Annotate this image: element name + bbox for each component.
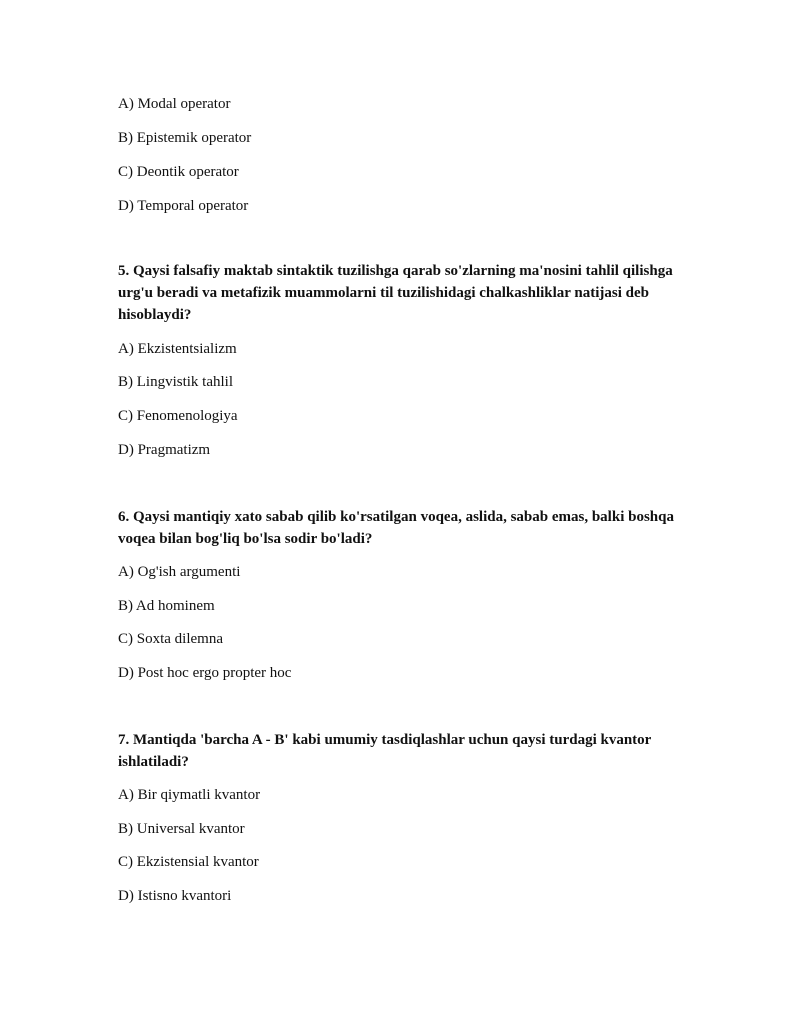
option-b: B) Lingvistik tahlil	[118, 374, 233, 390]
option-a: A) Ekzistentsializm	[118, 341, 237, 357]
option-d: D) Post hoc ergo propter hoc	[118, 665, 292, 681]
option-b: B) Universal kvantor	[118, 821, 245, 837]
option-c: C) Ekzistensial kvantor	[118, 854, 259, 870]
option-c: C) Soxta dilemna	[118, 631, 223, 647]
option-c: C) Fenomenologiya	[118, 408, 238, 424]
option-b: B) Ad hominem	[118, 598, 215, 614]
question-7: 7. Mantiqda 'barcha A - B' kabi umumiy tasdiqlashlar uchun qaysi turdagi kvantor ishlatiladi?	[118, 732, 652, 770]
question-5: 5. Qaysi falsafiy maktab sintaktik tuzilishga qarab so'zlarning ma'nosini tahlil qilishga urg'u beradi va metafizik muammolarni til tuzilishidagi chalkashliklar natijasi deb hisoblaydi?	[118, 263, 673, 323]
option-a: A) Og'ish argumenti	[118, 564, 241, 580]
option-a: A) Modal operator	[118, 96, 231, 112]
option-a: A) Bir qiymatli kvantor	[118, 787, 261, 803]
option-d: D) Temporal operator	[118, 198, 249, 214]
option-d: D) Istisno kvantori	[118, 888, 232, 904]
option-c: C) Deontik operator	[118, 164, 239, 180]
option-d: D) Pragmatizm	[118, 442, 211, 458]
question-6: 6. Qaysi mantiqiy xato sabab qilib ko'rsatilgan voqea, aslida, sabab emas, balki boshqa voqea bilan bog'liq bo'lsa sodir bo'ladi?	[118, 509, 674, 547]
option-b: B) Epistemik operator	[118, 130, 252, 146]
